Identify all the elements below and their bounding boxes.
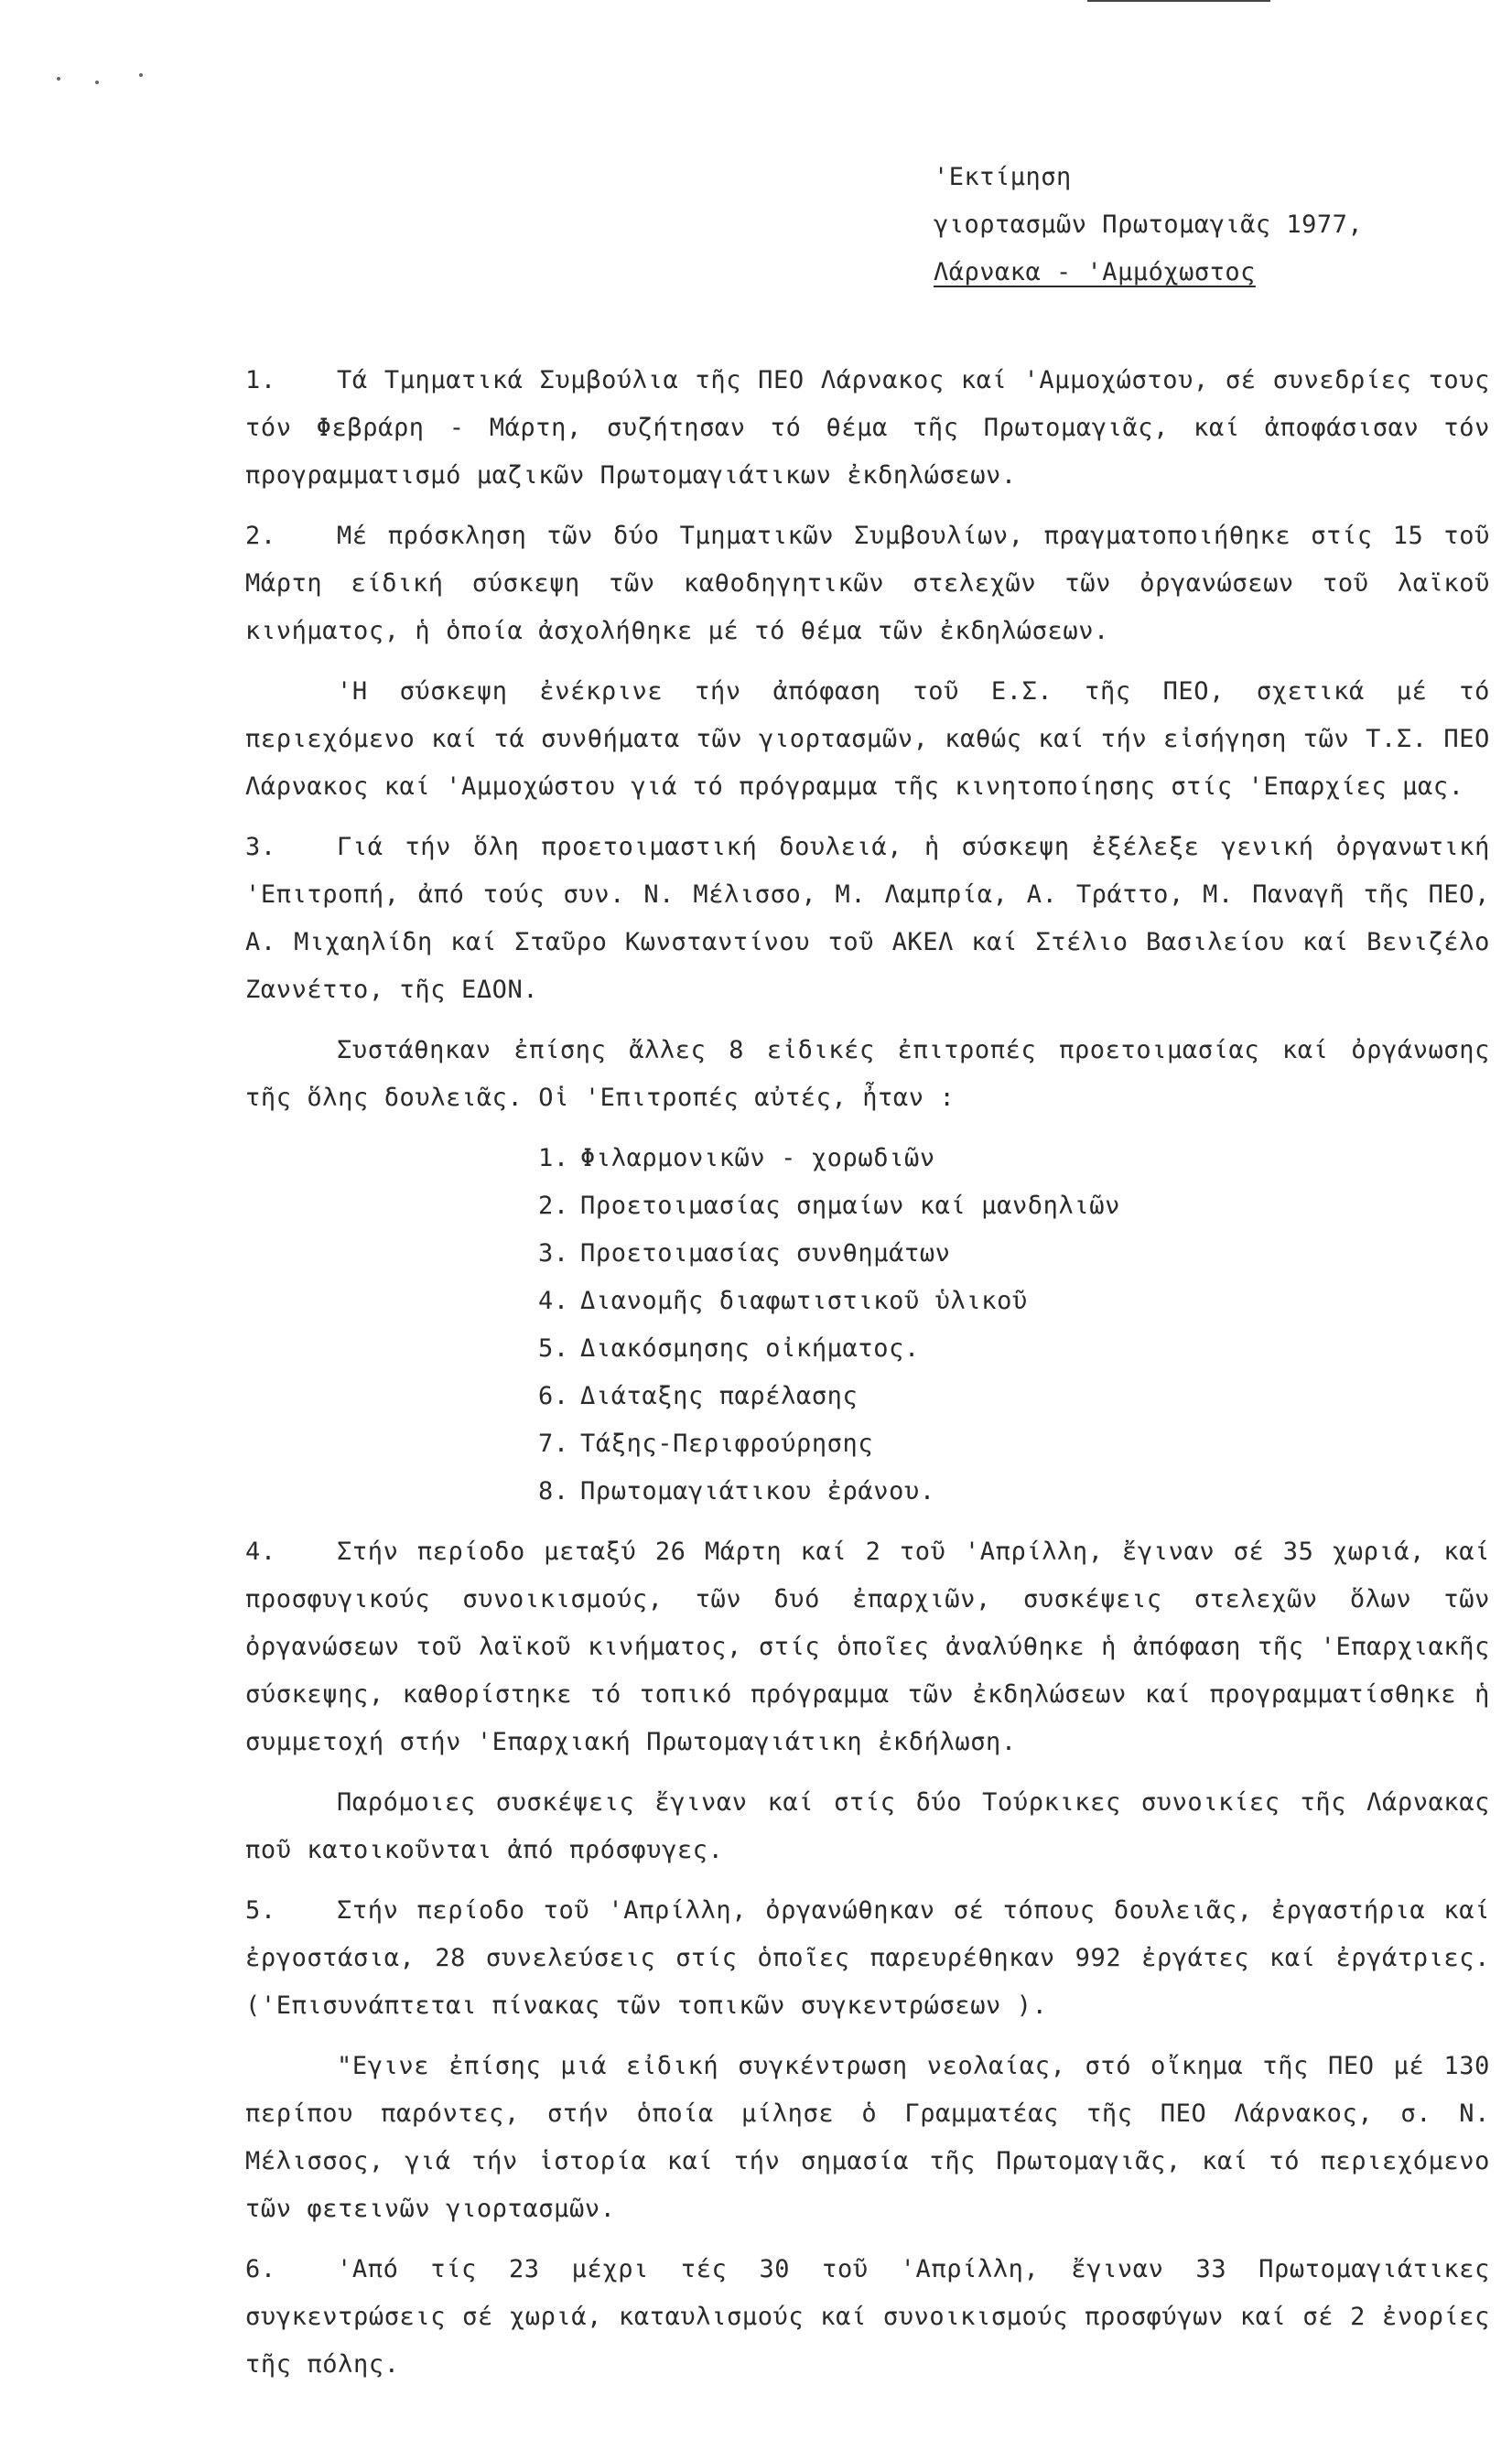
scan-speck [95,81,99,84]
paragraph-3 [245,824,1490,1014]
paragraph-5b: "Εγινε ἐπίσης μιά εἰδική συγκέντρωση νεολαίας, στό οἴκημα τῆς ΠΕΟ μέ 130 περίπου παρόντες, στήν ὁποία μίλησε ὁ Γραμματέας τῆς ΠΕΟ Λάρνακος, σ. Ν. Μέλισσος, γιά τήν ἱστορία καί τήν σημασία τῆς Πρωτομαγιᾶς, καί τό περιεχόμενο τῶν φετεινῶν γιορτασμῶν. [245,2052,1490,2223]
paragraph-number: 3. [245,833,276,861]
document-body [245,357,1490,2401]
committee-list [538,1135,1490,1516]
list-item [538,1278,1490,1325]
list-item [538,1135,1490,1182]
paragraph-number: 1. [245,366,276,394]
paragraph-text: Στήν περίοδο μεταξύ 26 Μάρτη καί 2 τοῦ 'Απρίλλη, ἔγιναν σέ 35 χωριά, καί προσφυγικούς συνοικισμούς, τῶν δυό ἐπαρχιῶν, συσκέψεις στελεχῶν ὅλων τῶν ὀργανώσεων τοῦ λαϊκοῦ κινήματος, στίς ὁποῖες ἀναλύθηκε ἡ ἀπόφαση τῆς 'Επαρχιακῆς σύσκεψης, καθορίστηκε τό τοπικό πρόγραμμα τῶν ἐκδηλώσεων καί προγραμματίσθηκε ἡ συμμετοχή στήν 'Επαρχιακή Πρωτομαγιάτικη ἐκδήλωση. [245,1538,1490,1756]
scan-speck [139,73,143,77]
paragraph-text: 'Από τίς 23 μέχρι τές 30 τοῦ 'Απρίλλη, ἔγιναν 33 Πρωτομαγιάτικες συγκεντρώσεις σέ χωριά, καταυλισμούς καί συνοικισμούς προσφύγων καί σέ 2 ἐνορίες τῆς πόλης. [245,2255,1490,2379]
paragraph-4 [245,1528,1490,1766]
paragraph-2b: 'Η σύσκεψη ἐνέκρινε τήν ἀπόφαση τοῦ Ε.Σ. τῆς ΠΕΟ, σχετικά μέ τό περιεχόμενο καί τά συνθήματα τῶν γιορτασμῶν, καθώς καί τήν εἰσήγηση τῶν Τ.Σ. ΠΕΟ Λάρνακος καί 'Αμμοχώστου γιά τό πρόγραμμα τῆς κινητοποίησης στίς 'Επαρχίες μας. [245,677,1490,801]
list-item [538,1468,1490,1516]
list-number: 8. [538,1477,569,1506]
list-label: Διάταξης παρέλασης [580,1382,859,1410]
list-item [538,1230,1490,1278]
paragraph-6 [245,2246,1490,2389]
paragraph-number: 6. [245,2255,276,2283]
list-number: 3. [538,1239,569,1268]
paragraph-number: 4. [245,1538,276,1566]
paragraph-4b: Παρόμοιες συσκέψεις ἔγιναν καί στίς δύο Τούρκικες συνοικίες τῆς Λάρνακας ποῦ κατοικοῦνται ἀπό πρόσφυγες. [245,1788,1490,1864]
list-number: 4. [538,1287,569,1315]
list-item [538,1420,1490,1468]
list-item [538,1325,1490,1373]
paragraph-5 [245,1887,1490,2030]
list-item [538,1182,1490,1230]
list-label: Προετοιμασίας συνθημάτων [580,1239,951,1268]
paragraph-number: 2. [245,522,276,550]
list-number: 5. [538,1334,569,1363]
paragraph-3b: Συστάθηκαν ἐπίσης ἄλλες 8 εἰδικές ἐπιτροπές προετοιμασίας καί ὀργάνωσης τῆς ὅλης δουλειᾶς. Οἱ 'Επιτροπές αὐτές, ἦταν : [245,1036,1490,1112]
list-number: 1. [538,1144,569,1172]
list-label: Διακόσμησης οἰκήματος. [580,1334,920,1363]
paragraph-text: Μέ πρόσκληση τῶν δύο Τμηματικῶν Συμβουλίων, πραγματοποιήθηκε στίς 15 τοῦ Μάρτη είδική σύσκεψη τῶν καθοδηγητικῶν στελεχῶν τῶν ὀργανώσεων τοῦ λαϊκοῦ κινήματος, ἡ ὁποία ἀσχολήθηκε μέ τό θέμα τῶν ἐκδηλώσεων. [245,522,1490,645]
header-title: 'Εκτίμηση [934,163,1072,191]
list-label: Φιλαρμονικῶν - χορωδιῶν [580,1144,935,1172]
header-subtitle: γιορτασμῶν Πρωτομαγιᾶς 1977, [934,210,1364,239]
paragraph-2 [245,513,1490,655]
list-label: Προετοιμασίας σημαίων καί μανδηλιῶν [580,1192,1120,1220]
list-number: 7. [538,1430,569,1458]
paragraph-1 [245,357,1490,500]
paragraph-text: Στήν περίοδο τοῦ 'Απρίλλη, ὀργανώθηκαν σέ τόπους δουλειᾶς, ἐργαστήρια καί ἐργοστάσια, 28 συνελεύσεις στίς ὁποῖες παρευρέθηκαν 992 ἐργάτες καί ἐργάτριες.('Επισυνάπτεται πίνακας τῶν τοπικῶν συγκεντρώσεων ). [245,1896,1490,2020]
header-place: Λάρνακα - 'Αμμόχωστος [934,258,1256,286]
list-number: 6. [538,1382,569,1410]
document-header [934,154,1363,297]
paragraph-number: 5. [245,1896,276,1925]
list-label: Τάξης-Περιφρούρησης [580,1430,874,1458]
top-rule [1087,0,1270,2]
list-label: Πρωτομαγιάτικου ἐράνου. [580,1477,935,1506]
paragraph-text: Τά Τμηματικά Συμβούλια τῆς ΠΕΟ Λάρνακος καί 'Αμμοχώστου, σέ συνεδρίες τους τόν Φεβράρη - Μάρτη, συζήτησαν τό θέμα τῆς Πρωτομαγιᾶς, καί ἀποφάσισαν τόν προγραμματισμό μαζικῶν Πρωτομαγιάτικων ἐκδηλώσεων. [245,366,1490,490]
list-number: 2. [538,1192,569,1220]
list-item [538,1373,1490,1420]
paragraph-text: Γιά τήν ὅλη προετοιμαστική δουλειά, ἡ σύσκεψη ἐξέλεξε γενική ὀργανωτική 'Επιτροπή, ἀπό τούς συν. Ν. Μέλισσο, Μ. Λαμπρία, Α. Τράττο, Μ. Παναγῆ τῆς ΠΕΟ, Α. Μιχαηλίδη καί Σταῦρο Κωνσταντίνου τοῦ ΑΚΕΛ καί Στέλιο Βασιλείου καί Βενιζέλο Ζαννέττο, τῆς ΕΔΟΝ. [245,833,1490,1004]
list-label: Διανομῆς διαφωτιστικοῦ ὑλικοῦ [580,1287,1028,1315]
scan-speck [57,77,60,81]
